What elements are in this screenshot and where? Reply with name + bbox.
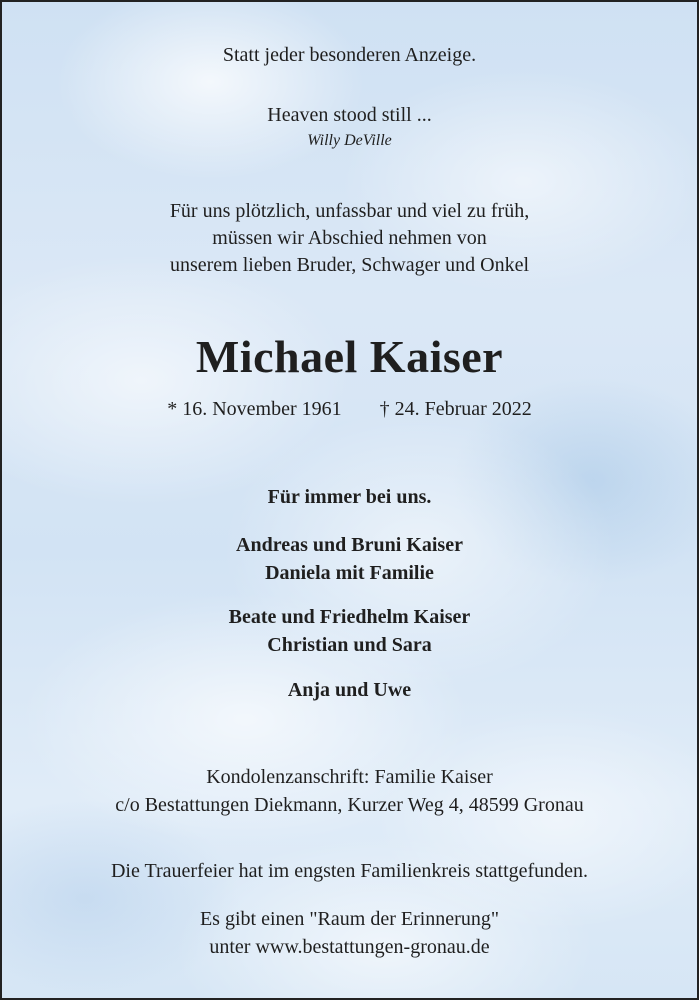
- birth-date: * 16. November 1961: [167, 398, 342, 420]
- intro-text: Statt jeder besonderen Anzeige.: [222, 44, 477, 66]
- mourner-group-3-line-1: Anja und Uwe: [287, 679, 412, 701]
- mourner-group-2-line-2: Christian und Sara: [267, 634, 432, 656]
- announcement-line-1: Für uns plötzlich, unfassbar und viel zu früh,: [169, 200, 530, 222]
- mourner-group-2-line-1: Beate und Friedhelm Kaiser: [228, 606, 471, 628]
- quote-author: Willy DeVille: [307, 132, 392, 149]
- mourner-group-1-line-2: Daniela mit Familie: [265, 562, 434, 584]
- death-date: † 24. Februar 2022: [379, 398, 532, 420]
- deceased-name: Michael Kaiser: [195, 331, 504, 382]
- mourner-group-1-line-1: Andreas und Bruni Kaiser: [236, 534, 463, 556]
- condolence-line-1: Kondolenzanschrift: Familie Kaiser: [206, 766, 493, 788]
- ceremony-text: Die Trauerfeier hat im engsten Familienkreis stattgefunden.: [110, 860, 589, 882]
- memory-line-1: Es gibt einen "Raum der Erinnerung": [199, 908, 500, 930]
- announcement-line-3: unserem lieben Bruder, Schwager und Onkel: [169, 254, 530, 276]
- announcement-line-2: müssen wir Abschied nehmen von: [212, 227, 487, 249]
- condolence-line-2: c/o Bestattungen Diekmann, Kurzer Weg 4, 48599 Gronau: [115, 794, 584, 816]
- memory-line-2: unter www.bestattungen-gronau.de: [209, 936, 490, 958]
- motto-text: Für immer bei uns.: [267, 486, 432, 508]
- life-dates: [2, 398, 697, 421]
- quote-text: Heaven stood still ...: [267, 104, 432, 126]
